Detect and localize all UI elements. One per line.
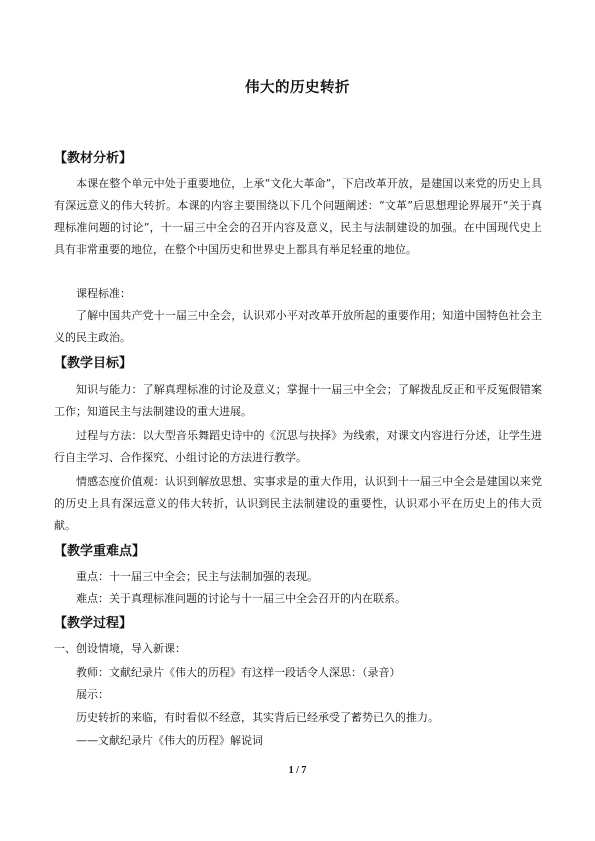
process-paragraph-5: ——文献纪录片《伟大的历程》解说词 [76, 734, 263, 747]
process-paragraph-3: 展示： [76, 688, 109, 701]
page-number: 1 / 7 [288, 765, 307, 776]
keypoints-paragraph-2: 难点：关于真理标准问题的讨论与十一届三中全会召开的内在联系。 [76, 592, 406, 605]
section-heading-goals: 【教学目标】 [54, 356, 133, 371]
goals-paragraph-2: 过程与方法：以大型音乐舞蹈史诗中的《沉思与抉择》为线索，对课文内容进行分述，让学生进行自主学习、合作探究、小组讨论的方法进行教学。 [54, 429, 542, 464]
section-heading-keypoints: 【教学重难点】 [54, 544, 146, 559]
section-heading-process: 【教学过程】 [54, 616, 133, 631]
process-paragraph-1: 一、创设情境，导入新课： [54, 642, 186, 655]
section-heading-analysis: 【教材分析】 [54, 151, 133, 166]
analysis-paragraph-3: 了解中国共产党十一届三中全会，认识邓小平对改革开放所起的重要作用；知道中国特色社会主义的民主政治。 [54, 309, 542, 344]
analysis-paragraph-2: 课程标准： [76, 287, 131, 300]
analysis-paragraph-1: 本课在整个单元中处于重要地位，上承“文化大革命”，下启改革开放，是建国以来党的历史上具有深远意义的伟大转折。本课的内容主要围绕以下几个问题阐述：“文革”后思想理论界展开“关于真理标准问题的讨论”，十一届三中全会的召开内容及意义，民主与法制建设的加强。在中国现代史上具有非常重要的地位，在整个中国历史和世界史上都具有举足轻重的地位。 [54, 177, 542, 256]
document-title: 伟大的历史转折 [245, 80, 350, 96]
goals-paragraph-1: 知识与能力：了解真理标准的讨论及意义；掌握十一届三中全会；了解拨乱反正和平反冤假错案工作；知道民主与法制建设的重大进展。 [54, 383, 542, 418]
goals-paragraph-3: 情感态度价值观：认识到解放思想、实事求是的重大作用，认识到十一届三中全会是建国以来党的历史上具有深远意义的伟大转折，认识到民主法制建设的重要性，认识邓小平在历史上的伟大贡献。 [54, 475, 542, 532]
process-paragraph-2: 教师：文献纪录片《伟大的历程》有这样一段话令人深思：（录音） [76, 666, 401, 679]
keypoints-paragraph-1: 重点：十一届三中全会；民主与法制加强的表现。 [76, 570, 318, 583]
process-paragraph-4: 历史转折的来临，有时看似不经意，其实背后已经承受了蓄势已久的推力。 [76, 711, 439, 724]
